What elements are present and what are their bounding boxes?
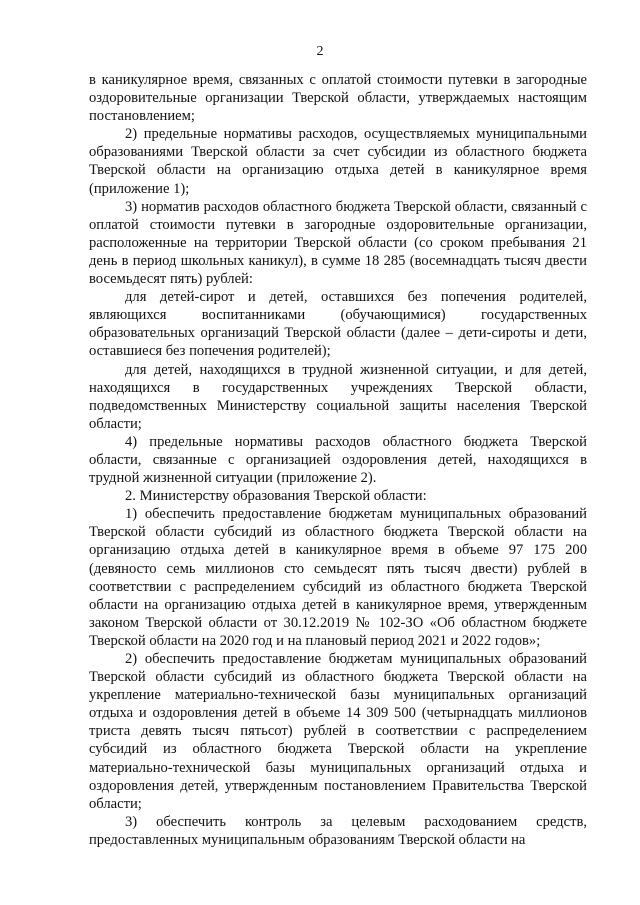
page-number: 2: [316, 44, 324, 59]
paragraph: 2) обеспечить предоставление бюджетам муниципальных образований Тверской области субсидий из областного бюджета Тверской области на укрепление материально-технической базы муниципальных организаций отдыха и оздоровления детей в объеме 14 309 500 (четырнадцать миллионов триста девять тысяч пятьсот) рублей в соответствии с распределением субсидий из областного бюджета Тверской области на укрепление материально-технической базы муниципальных организаций отдыха и оздоровления детей, утвержденным постановлением Правительства Тверской области;: [89, 651, 587, 812]
paragraph: 2) предельные нормативы расходов, осуществляемых муниципальными образованиями Тверской области за счет субсидии из областного бюджета Тверской области на организацию отдыха детей в каникулярное время (приложение 1);: [89, 126, 587, 197]
paragraph: 4) предельные нормативы расходов областного бюджета Тверской области, связанные с организацией оздоровления детей, находящихся в трудной жизненной ситуации (приложение 2).: [89, 433, 587, 487]
document-body: [89, 71, 587, 849]
paragraph: 1) обеспечить предоставление бюджетам муниципальных образований Тверской области субсидий из областного бюджета Тверской области на организацию отдыха детей в каникулярное время в объеме 97 175 200 (девяносто семь миллионов сто семьдесят пять тысяч двести) рублей в соответствии с распределением субсидий из областного бюджета Тверской области на организацию отдыха детей в каникулярное время, утвержденным законом Тверской области от 30.12.2019 № 102-ЗО «Об областном бюджете Тверской области на 2020 год и на плановый период 2021 и 2022 годов»;: [89, 506, 587, 649]
paragraph: для детей, находящихся в трудной жизненной ситуации, и для детей, находящихся в государственных учреждениях Тверской области, подведомственных Министерству социальной защиты населения Тверской области;: [89, 361, 587, 432]
paragraph: в каникулярное время, связанных с оплатой стоимости путевки в загородные оздоровительные организации Тверской области, утверждаемых настоящим постановлением;: [89, 72, 587, 125]
paragraph: 3) норматив расходов областного бюджета Тверской области, связанный с оплатой стоимости путевки в загородные оздоровительные организации, расположенные на территории Тверской области (со сроком пребывания 21 день в период школьных каникул), в сумме 18 285 (восемнадцать тысяч двести восемьдесят пять) рублей:: [89, 198, 587, 288]
paragraph: 2. Министерству образования Тверской области:: [125, 488, 427, 505]
paragraph: 3) обеспечить контроль за целевым расходованием средств, предоставленных муниципальным образованиям Тверской области на: [89, 813, 587, 848]
paragraph: для детей-сирот и детей, оставшихся без попечения родителей, являющихся воспитанниками (обучающимися) государственных образовательных организаций Тверской области (далее – дети-сироты и дети, оставшиеся без попечения родителей);: [89, 289, 587, 360]
